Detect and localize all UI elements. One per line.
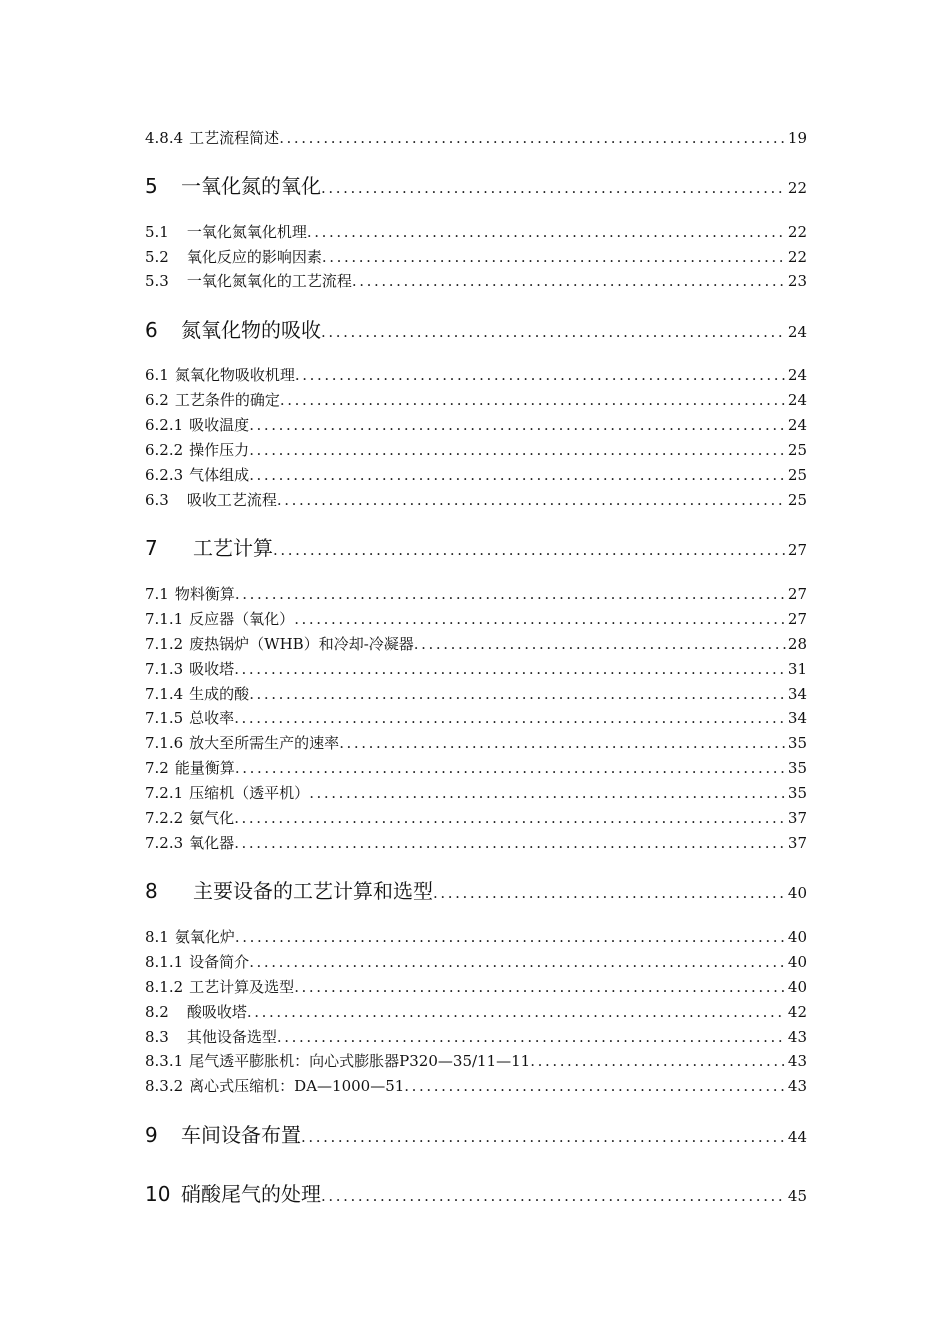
toc-number: 7.1.3 — [145, 660, 184, 678]
toc-title: 吸收塔 — [189, 660, 235, 678]
toc-leader-dots — [249, 465, 786, 485]
toc-entry[interactable] — [145, 927, 807, 947]
toc-entry[interactable] — [145, 365, 807, 385]
toc-chapter-entry[interactable] — [145, 534, 807, 562]
toc-page-number: 28 — [787, 635, 807, 653]
toc-title: 主要设备的工艺计算和选型 — [193, 879, 433, 903]
toc-number: 5.1 — [145, 223, 169, 241]
toc-page-number: 43 — [787, 1052, 807, 1070]
toc-number: 5.3 — [145, 272, 169, 290]
toc-number: 9 — [145, 1123, 158, 1147]
toc-number: 8.3 — [145, 1028, 169, 1046]
toc-title: 吸收工艺流程 — [186, 491, 277, 509]
toc-title: 一氧化氮氧化机理 — [186, 223, 307, 241]
toc-leader-dots — [321, 174, 786, 202]
toc-leader-dots — [339, 733, 786, 753]
toc-page-number: 35 — [787, 784, 807, 802]
toc-leader-dots — [279, 128, 786, 148]
toc-entry[interactable] — [145, 952, 807, 972]
toc-number: 8.3.2 — [145, 1077, 184, 1095]
toc-leader-dots — [249, 415, 786, 435]
toc-entry[interactable] — [145, 659, 807, 679]
toc-number: 7.1.5 — [145, 709, 184, 727]
toc-page-number: 40 — [787, 978, 807, 996]
toc-page-number: 31 — [787, 660, 807, 678]
toc-entry[interactable] — [145, 634, 807, 654]
toc-number: 8 — [145, 879, 158, 903]
toc-entry[interactable] — [145, 684, 807, 704]
toc-page-number: 27 — [787, 585, 807, 603]
toc-title: 能量衡算 — [174, 759, 235, 777]
toc-title: 氧化器 — [189, 834, 235, 852]
toc-number: 4.8.4 — [145, 129, 184, 147]
toc-page-number: 34 — [787, 709, 807, 727]
toc-number: 6.3 — [145, 491, 169, 509]
toc-leader-dots — [234, 808, 786, 828]
toc-number: 6.2.3 — [145, 466, 184, 484]
toc-page-number: 43 — [787, 1028, 807, 1046]
toc-entry[interactable] — [145, 390, 807, 410]
toc-leader-dots — [247, 1002, 786, 1022]
toc-page-number: 19 — [787, 129, 807, 147]
toc-entry[interactable] — [145, 247, 807, 267]
toc-page-number: 35 — [787, 759, 807, 777]
toc-page-number: 22 — [787, 248, 807, 266]
toc-chapter-entry[interactable] — [145, 1121, 807, 1149]
toc-title: 氧化反应的影响因素 — [186, 248, 322, 266]
toc-title: 压缩机（透平机） — [189, 784, 310, 802]
toc-title: 工艺条件的确定 — [174, 391, 280, 409]
toc-number: 6 — [145, 318, 158, 342]
toc-title: 总收率 — [189, 709, 235, 727]
toc-leader-dots — [294, 977, 786, 997]
toc-title: 一氧化氮氧化的工艺流程 — [186, 272, 352, 290]
toc-number: 6.2.2 — [145, 441, 184, 459]
toc-entry[interactable] — [145, 708, 807, 728]
toc-number: 7.1 — [145, 585, 169, 603]
toc-title: 氨气化 — [189, 809, 235, 827]
toc-leader-dots — [322, 247, 786, 267]
toc-number: 10 — [145, 1182, 171, 1206]
toc-entry[interactable] — [145, 128, 807, 148]
toc-entry[interactable] — [145, 465, 807, 485]
toc-title: 氮氧化物的吸收 — [181, 318, 321, 342]
toc-title: 氮氧化物吸收机理 — [174, 366, 295, 384]
toc-entry[interactable] — [145, 490, 807, 510]
toc-page-number: 24 — [787, 416, 807, 434]
toc-title: 尾气透平膨胀机：向心式膨胀器P320—35/11—11 — [189, 1052, 531, 1070]
toc-number: 8.3.1 — [145, 1052, 184, 1070]
toc-leader-dots — [234, 833, 786, 853]
toc-title: 操作压力 — [189, 441, 250, 459]
toc-leader-dots — [307, 222, 786, 242]
toc-title: 物料衡算 — [174, 585, 235, 603]
toc-title: 放大至所需生产的速率 — [189, 734, 340, 752]
toc-page-number: 24 — [787, 391, 807, 409]
toc-entry[interactable] — [145, 609, 807, 629]
toc-number: 7.1.4 — [145, 685, 184, 703]
toc-number: 7.2.2 — [145, 809, 184, 827]
toc-entry[interactable] — [145, 415, 807, 435]
toc-leader-dots — [235, 758, 786, 778]
toc-leader-dots — [235, 584, 786, 604]
toc-page-number: 25 — [787, 466, 807, 484]
toc-leader-dots — [235, 927, 786, 947]
toc-page-number: 27 — [787, 541, 807, 559]
toc-leader-dots — [249, 684, 786, 704]
toc-leader-dots — [321, 1182, 786, 1210]
toc-entry[interactable] — [145, 733, 807, 753]
toc-leader-dots — [234, 708, 786, 728]
toc-number: 7.2 — [145, 759, 169, 777]
toc-number: 7.1.1 — [145, 610, 184, 628]
toc-page-number: 22 — [787, 179, 807, 197]
toc-leader-dots — [294, 609, 786, 629]
toc-title: 其他设备选型 — [186, 1028, 277, 1046]
toc-number: 6.2 — [145, 391, 169, 409]
toc-chapter-entry[interactable] — [145, 877, 807, 905]
toc-title: 反应器（氧化） — [189, 610, 295, 628]
toc-page-number: 44 — [787, 1128, 807, 1146]
toc-page-number: 24 — [787, 366, 807, 384]
toc-title: 车间设备布置 — [181, 1123, 301, 1147]
toc-leader-dots — [301, 1123, 786, 1151]
toc-title: 工艺计算及选型 — [189, 978, 295, 996]
toc-number: 7.1.6 — [145, 734, 184, 752]
toc-page-number: 24 — [787, 323, 807, 341]
toc-leader-dots — [277, 490, 786, 510]
toc-title: 吸收温度 — [189, 416, 250, 434]
toc-entry[interactable] — [145, 783, 807, 803]
toc-chapter-entry[interactable] — [145, 316, 807, 344]
toc-entry[interactable] — [145, 440, 807, 460]
toc-number: 6.1 — [145, 366, 169, 384]
toc-leader-dots — [433, 879, 786, 907]
toc-number: 5.2 — [145, 248, 169, 266]
toc-page-number: 43 — [787, 1077, 807, 1095]
toc-leader-dots — [234, 659, 786, 679]
toc-number: 6.2.1 — [145, 416, 184, 434]
toc-title: 一氧化氮的氧化 — [181, 174, 321, 198]
toc-leader-dots — [309, 783, 786, 803]
toc-title: 氨氧化炉 — [174, 928, 235, 946]
toc-title: 生成的酸 — [189, 685, 250, 703]
toc-leader-dots — [249, 440, 786, 460]
toc-number: 7.2.1 — [145, 784, 184, 802]
toc-title: 设备简介 — [189, 953, 250, 971]
toc-leader-dots — [277, 1027, 786, 1047]
toc-title: 工艺计算 — [193, 536, 273, 560]
toc-leader-dots — [295, 365, 786, 385]
toc-chapter-entry[interactable] — [145, 1180, 807, 1208]
toc-leader-dots — [414, 634, 786, 654]
toc-page-number: 45 — [787, 1187, 807, 1205]
toc-leader-dots — [404, 1076, 786, 1096]
toc-title: 离心式压缩机：DA—1000—51 — [189, 1077, 405, 1095]
toc-number: 8.1 — [145, 928, 169, 946]
toc-page-number: 25 — [787, 441, 807, 459]
toc-page-number: 37 — [787, 809, 807, 827]
toc-entry[interactable] — [145, 222, 807, 242]
toc-number: 5 — [145, 174, 158, 198]
toc-page-number: 27 — [787, 610, 807, 628]
toc-page-number: 40 — [787, 884, 807, 902]
toc-entry[interactable] — [145, 1051, 807, 1071]
toc-page-number: 35 — [787, 734, 807, 752]
toc-page-number: 42 — [787, 1003, 807, 1021]
toc-leader-dots — [280, 390, 786, 410]
toc-title: 气体组成 — [189, 466, 250, 484]
toc-number: 8.2 — [145, 1003, 169, 1021]
toc-page-number: 40 — [787, 953, 807, 971]
toc-entry[interactable] — [145, 808, 807, 828]
toc-entry[interactable] — [145, 758, 807, 778]
toc-entry[interactable] — [145, 833, 807, 853]
toc-number: 7 — [145, 536, 158, 560]
toc-page-number: 40 — [787, 928, 807, 946]
toc-entry[interactable] — [145, 1002, 807, 1022]
toc-title: 工艺流程简述 — [189, 129, 280, 147]
toc-leader-dots — [321, 318, 786, 346]
toc-leader-dots — [352, 271, 786, 291]
toc-entry[interactable] — [145, 1027, 807, 1047]
toc-number: 8.1.1 — [145, 953, 184, 971]
toc-page-number: 22 — [787, 223, 807, 241]
toc-entry[interactable] — [145, 977, 807, 997]
toc-number: 7.1.2 — [145, 635, 184, 653]
toc-title: 硝酸尾气的处理 — [181, 1182, 321, 1206]
toc-page-number: 37 — [787, 834, 807, 852]
toc-page-number: 23 — [787, 272, 807, 290]
toc-leader-dots — [249, 952, 786, 972]
toc-number: 8.1.2 — [145, 978, 184, 996]
toc-chapter-entry[interactable] — [145, 172, 807, 200]
toc-page-number: 25 — [787, 491, 807, 509]
toc-page-number: 34 — [787, 685, 807, 703]
toc-leader-dots — [530, 1051, 786, 1071]
toc-title: 废热锅炉（WHB）和冷却-冷凝器 — [189, 635, 414, 653]
toc-leader-dots — [273, 536, 786, 564]
toc-entry[interactable] — [145, 584, 807, 604]
toc-number: 7.2.3 — [145, 834, 184, 852]
toc-entry[interactable] — [145, 1076, 807, 1096]
toc-title: 酸吸收塔 — [186, 1003, 247, 1021]
toc-entry[interactable] — [145, 271, 807, 291]
